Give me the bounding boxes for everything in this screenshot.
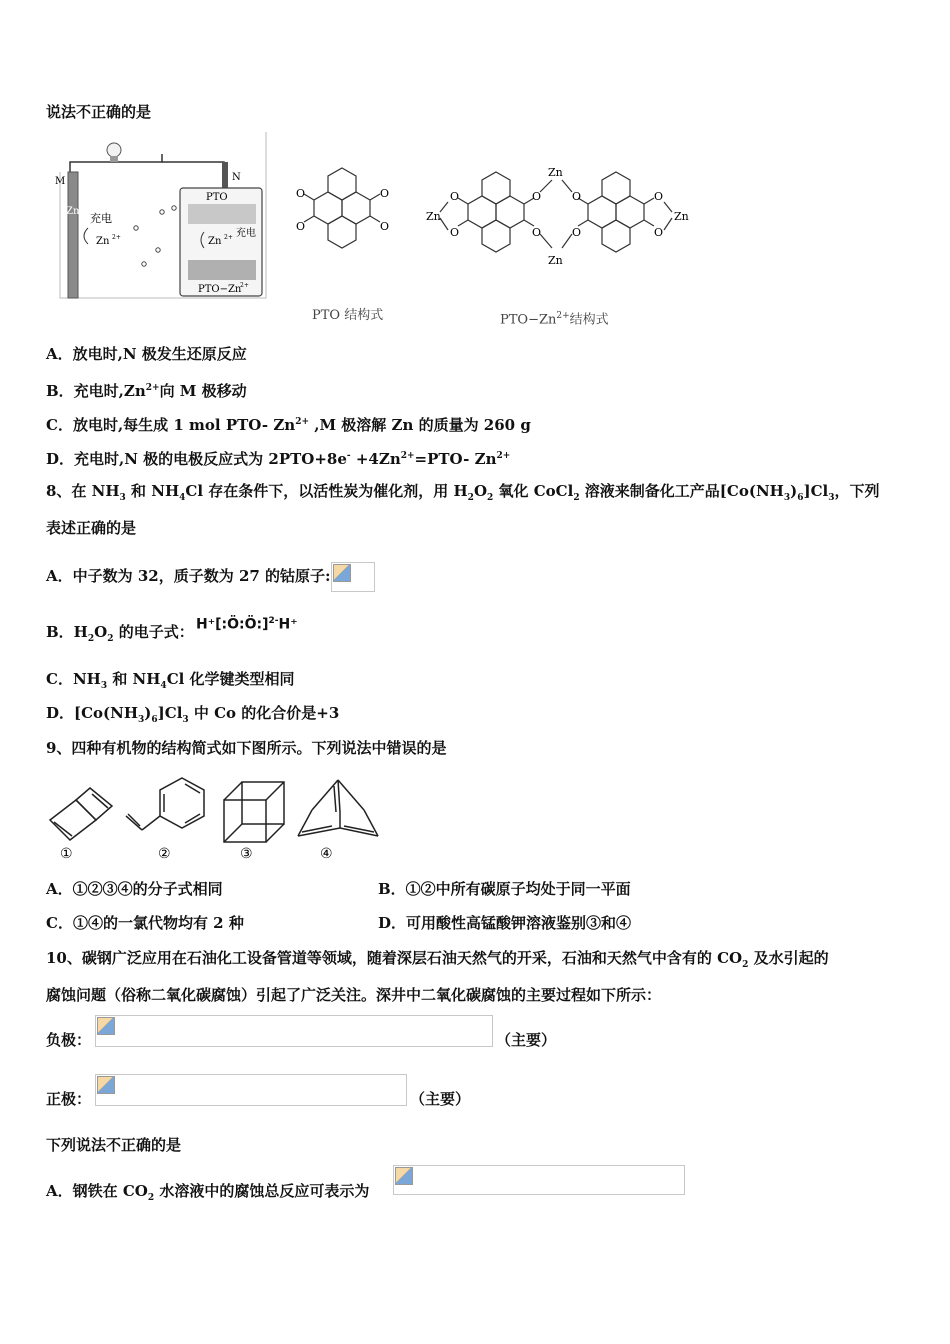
svg-text:Zn: Zn — [66, 206, 80, 217]
total-reaction-image — [393, 1165, 685, 1195]
svg-text:Zn: Zn — [548, 166, 563, 179]
q8-stem: 8、在 $NH_3$ 和 $NH_4Cl$ 存在条件下，以活性炭为催化剂，用 $H_2O_2$ 氧化 CoCl$_2$ 溶液来制备化工产品$[Co(NH_3)_6]Cl_3$，下列 — [46, 482, 880, 503]
electrode-n — [222, 162, 228, 188]
q7-option-a: A．放电时,N 极发生还原反应 — [46, 345, 247, 363]
q10-sub-stem: 下列说法不正确的是 — [46, 1136, 182, 1154]
svg-text:O: O — [380, 220, 390, 233]
svg-text:Zn: Zn — [96, 236, 110, 247]
svg-text:①: ① — [60, 846, 73, 862]
q8-stem-line2: 表述正确的是 — [46, 519, 137, 537]
electrode-m — [68, 172, 78, 298]
svg-text:③: ③ — [240, 846, 253, 862]
svg-text:O: O — [450, 190, 460, 203]
q9-option-c: C．①④的一氯代物均有 2 种 — [46, 914, 244, 932]
svg-text:充电: 充电 — [90, 212, 112, 225]
q7-option-c: C．放电时,每生成 1 mol PTO- $Zn^{2+}$ ,M 极溶解 Zn 的质量为 260 g — [46, 416, 531, 434]
q8-option-a: A．中子数为 32，质子数为 27 的钴原子: — [46, 562, 375, 592]
svg-text:2+: 2+ — [240, 282, 249, 289]
svg-text:2+: 2+ — [224, 234, 233, 241]
q8-option-b: B．$H_2O_2$ 的电子式： — [46, 623, 194, 644]
q10-positive-electrode: 正极： — [46, 1090, 92, 1108]
broken-image-icon — [395, 1167, 413, 1185]
svg-text:Zn: Zn — [674, 210, 689, 223]
svg-text:M: M — [55, 176, 66, 187]
h2o2-electron-formula: H⁺[:Ö:Ö:]$^{2-}$H⁺ — [196, 616, 298, 633]
svg-text:Zn: Zn — [208, 236, 222, 247]
q7-intro: 说法不正确的是 — [46, 103, 152, 121]
pto-structure — [290, 160, 394, 270]
svg-text:②: ② — [158, 846, 171, 862]
svg-text:O: O — [296, 187, 306, 200]
q10-stem: 10、碳钢广泛应用在石油化工设备管道等领域，随着深层石油天然气的开采，石油和天然气中含有的 $CO_2$ 及水引起的 — [46, 949, 829, 970]
positive-electrode-equation-image — [95, 1074, 407, 1106]
cobalt-nuclide-image — [331, 562, 375, 592]
bulb-icon — [107, 143, 121, 162]
svg-text:充电: 充电 — [236, 228, 256, 239]
positive-electrode-note: （主要） — [410, 1090, 471, 1108]
svg-text:Zn: Zn — [426, 210, 441, 223]
broken-image-icon — [97, 1076, 115, 1094]
svg-text:N: N — [232, 172, 241, 183]
svg-text:O: O — [532, 226, 542, 239]
q10-negative-electrode: 负极： — [46, 1031, 92, 1049]
q10-option-a: A．钢铁在 $CO_2$ 水溶液中的腐蚀总反应可表示为 — [46, 1182, 370, 1203]
svg-text:O: O — [654, 190, 664, 203]
q10-stem-line2: 腐蚀问题（俗称二氧化碳腐蚀）引起了广泛关注。深井中二氧化碳腐蚀的主要过程如下所示： — [46, 986, 662, 1004]
svg-text:O: O — [654, 226, 664, 239]
q9-stem: 9、四种有机物的结构简式如下图所示。下列说法中错误的是 — [46, 739, 447, 757]
q9-option-a: A．①②③④的分子式相同 — [46, 880, 223, 898]
svg-text:O: O — [572, 226, 582, 239]
svg-text:O: O — [532, 190, 542, 203]
pto-zn-caption: $PTO-Zn^{2+}$结构式 — [500, 311, 609, 328]
q8-option-c: C．$NH_3$ 和 $NH_4Cl$ 化学键类型相同 — [46, 670, 295, 691]
q9-structures — [42, 772, 386, 864]
svg-text:O: O — [380, 187, 390, 200]
q9-option-d: D．可用酸性高锰酸钾溶液鉴别③和④ — [378, 914, 632, 932]
negative-electrode-equation-image — [95, 1015, 493, 1047]
negative-electrode-note: （主要） — [496, 1031, 557, 1049]
q9-option-b: B．①②中所有碳原子均处于同一平面 — [378, 880, 631, 898]
pto-zn-structure — [424, 160, 696, 270]
svg-text:O: O — [296, 220, 306, 233]
svg-text:PTO−Zn: PTO−Zn — [198, 284, 242, 295]
broken-image-icon — [97, 1017, 115, 1035]
svg-text:PTO: PTO — [206, 192, 228, 203]
svg-text:O: O — [572, 190, 582, 203]
broken-image-icon — [333, 564, 351, 582]
svg-text:O: O — [450, 226, 460, 239]
q7-option-d: D．充电时,N 极的电极反应式为 $2PTO+8e^- +4Zn^{2+}=PTO-$ $Zn^{2+}$ — [46, 450, 511, 468]
q8-option-d: D．$[Co(NH_3)_6]Cl_3$ 中 Co 的化合价是+3 — [46, 704, 340, 725]
pto-caption: PTO 结构式 — [312, 308, 384, 323]
svg-text:2+: 2+ — [112, 234, 121, 241]
q7-option-b: B．充电时$,Zn^{2+}$向 M 极移动 — [46, 382, 247, 400]
svg-text:Zn: Zn — [548, 254, 563, 267]
battery-diagram — [54, 132, 268, 300]
svg-text:④: ④ — [320, 846, 333, 862]
